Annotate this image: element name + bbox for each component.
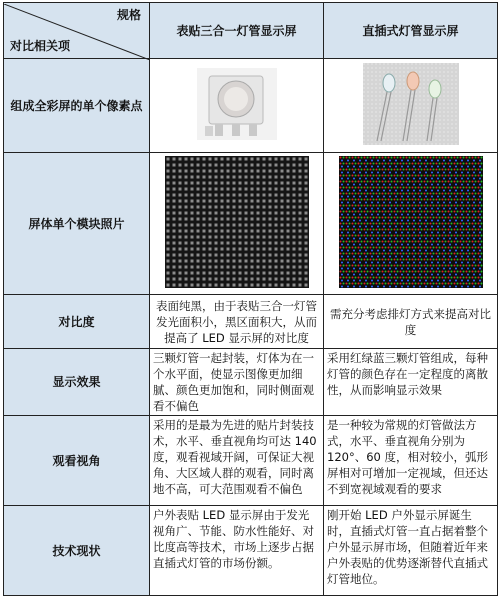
contrast-col1: 表面纯黑，由于表贴三合一灯管发光面积小，黑区面积大，从而提高了 LED 显示屏的对比度	[150, 295, 324, 349]
pixel-label: 组成全彩屏的单个像素点	[4, 59, 150, 153]
smd-led-image	[197, 68, 277, 140]
corner-item-label: 对比相关项	[10, 38, 71, 53]
corner-spec-label: 规格	[116, 7, 141, 22]
dip-module-image	[339, 156, 483, 288]
corner-cell	[4, 3, 150, 59]
tech-col2: 刚开始 LED 户外显示屏诞生时，直插式灯管一直占据着整个户外显示屏市场，但随着近年来户外表贴的优势逐渐替代直插式灯管地位。	[324, 506, 498, 596]
smd-led-image-cell	[150, 59, 324, 153]
module-row	[4, 153, 498, 295]
smd-module-image-cell	[150, 153, 324, 295]
angle-row	[4, 416, 498, 506]
tech-label: 技术现状	[4, 506, 150, 596]
dip-module-image-cell	[324, 153, 498, 295]
display-col1: 三颗灯管一起封装，灯体为在一个水平面，使显示图像更加细腻、颜色更加饱和，同时侧面观看不偏色	[150, 349, 324, 416]
tech-col1: 户外表贴 LED 显示屏由于发光视角广、节能、防水性能好、对比度高等技术，市场上逐步占据直插式灯管的市场份额。	[150, 506, 324, 596]
display-row	[4, 349, 498, 416]
comparison-table-wrapper	[3, 2, 497, 587]
dip-led-image	[363, 63, 459, 145]
contrast-col2: 需充分考虑排灯方式来提高对比度	[324, 295, 498, 349]
module-label: 屏体单个模块照片	[4, 153, 150, 295]
display-col2: 采用红绿蓝三颗灯管组成，每种灯管的颜色存在一定程度的离散性，从而影响显示效果	[324, 349, 498, 416]
comparison-table	[3, 2, 498, 596]
angle-col1: 采用的是最为先进的贴片封装技术，水平、垂直视角均可达 140 度，观看视域开阔，可保证大视角、大区域人群的观看，同时离地不高，可大范围观看不偏色	[150, 416, 324, 506]
header-col2: 直插式灯管显示屏	[324, 3, 498, 59]
tech-row	[4, 506, 498, 596]
header-col1: 表贴三合一灯管显示屏	[150, 3, 324, 59]
dip-led-image-cell	[324, 59, 498, 153]
pixel-row	[4, 59, 498, 153]
smd-module-image	[165, 156, 309, 288]
angle-col2: 是一种较为常规的灯管做法方式，水平、垂直视角分别为 120°、60 度，相对较小，弧形屏相对可增加一定视域，但还达不到宽视域观看的要求	[324, 416, 498, 506]
angle-label: 观看视角	[4, 416, 150, 506]
contrast-label: 对比度	[4, 295, 150, 349]
display-label: 显示效果	[4, 349, 150, 416]
contrast-row	[4, 295, 498, 349]
header-row	[4, 3, 498, 59]
